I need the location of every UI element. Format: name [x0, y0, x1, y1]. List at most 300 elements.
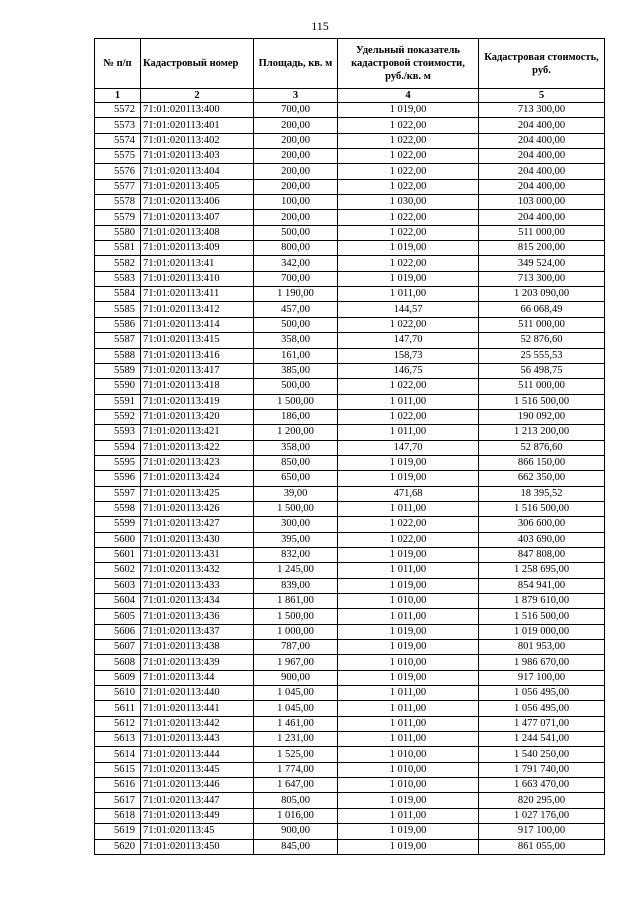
area-cell: 1 861,00	[254, 594, 338, 609]
table-row	[95, 195, 605, 210]
row-number-cell: 5605	[95, 609, 141, 624]
cadastral-number-cell: 71:01:020113:41	[141, 256, 254, 271]
specific-value-cell: 1 011,00	[338, 609, 479, 624]
area-cell: 1 500,00	[254, 609, 338, 624]
cadastral-number-cell: 71:01:020113:422	[141, 440, 254, 455]
specific-value-cell: 1 022,00	[338, 317, 479, 332]
table-row	[95, 732, 605, 747]
cadastral-value-cell: 801 953,00	[479, 640, 605, 655]
cadastral-number-cell: 71:01:020113:431	[141, 547, 254, 562]
row-number-cell: 5592	[95, 409, 141, 424]
area-cell: 358,00	[254, 333, 338, 348]
row-number-cell: 5574	[95, 133, 141, 148]
table-row	[95, 532, 605, 547]
cadastral-number-cell: 71:01:020113:402	[141, 133, 254, 148]
row-number-cell: 5596	[95, 471, 141, 486]
cadastral-number-cell: 71:01:020113:406	[141, 195, 254, 210]
row-number-cell: 5616	[95, 778, 141, 793]
specific-value-cell: 1 019,00	[338, 103, 479, 118]
row-number-cell: 5599	[95, 517, 141, 532]
area-cell: 39,00	[254, 486, 338, 501]
area-cell: 850,00	[254, 455, 338, 470]
row-number-cell: 5604	[95, 594, 141, 609]
specific-value-cell: 1 030,00	[338, 195, 479, 210]
cadastral-value-cell: 103 000,00	[479, 195, 605, 210]
table-row	[95, 640, 605, 655]
row-number-cell: 5586	[95, 317, 141, 332]
row-number-cell: 5585	[95, 302, 141, 317]
row-number-cell: 5597	[95, 486, 141, 501]
cadastral-value-cell: 1 791 740,00	[479, 762, 605, 777]
specific-value-cell: 1 019,00	[338, 670, 479, 685]
table-row	[95, 164, 605, 179]
cadastral-value-cell: 1 986 670,00	[479, 655, 605, 670]
cadastral-number-cell: 71:01:020113:426	[141, 501, 254, 516]
table-row	[95, 578, 605, 593]
specific-value-cell: 1 011,00	[338, 701, 479, 716]
cadastral-value-cell: 861 055,00	[479, 839, 605, 854]
row-number-cell: 5606	[95, 624, 141, 639]
cadastral-number-cell: 71:01:020113:412	[141, 302, 254, 317]
area-cell: 300,00	[254, 517, 338, 532]
table-row	[95, 133, 605, 148]
specific-value-cell: 1 019,00	[338, 624, 479, 639]
cadastral-number-cell: 71:01:020113:410	[141, 271, 254, 286]
cadastral-value-cell: 25 555,53	[479, 348, 605, 363]
cadastral-number-cell: 71:01:020113:438	[141, 640, 254, 655]
cadastral-number-cell: 71:01:020113:437	[141, 624, 254, 639]
cadastral-value-cell: 854 941,00	[479, 578, 605, 593]
table-body	[95, 103, 605, 855]
area-cell: 800,00	[254, 241, 338, 256]
cadastral-value-cell: 349 524,00	[479, 256, 605, 271]
cadastral-number-cell: 71:01:020113:430	[141, 532, 254, 547]
specific-value-cell: 1 019,00	[338, 271, 479, 286]
table-row	[95, 256, 605, 271]
row-number-cell: 5619	[95, 824, 141, 839]
specific-value-cell: 1 019,00	[338, 793, 479, 808]
area-cell: 200,00	[254, 164, 338, 179]
cadastral-value-cell: 511 000,00	[479, 317, 605, 332]
row-number-cell: 5588	[95, 348, 141, 363]
area-cell: 845,00	[254, 839, 338, 854]
cadastral-number-cell: 71:01:020113:439	[141, 655, 254, 670]
specific-value-cell: 1 022,00	[338, 149, 479, 164]
cadastral-number-cell: 71:01:020113:420	[141, 409, 254, 424]
column-index: 1	[95, 89, 141, 103]
row-number-cell: 5601	[95, 547, 141, 562]
table-row	[95, 425, 605, 440]
cadastral-value-cell: 1 019 000,00	[479, 624, 605, 639]
row-number-cell: 5600	[95, 532, 141, 547]
cadastral-value-cell: 1 056 495,00	[479, 701, 605, 716]
row-number-cell: 5589	[95, 363, 141, 378]
cadastral-value-cell: 1 516 500,00	[479, 394, 605, 409]
row-number-cell: 5620	[95, 839, 141, 854]
table-row	[95, 624, 605, 639]
cadastral-number-cell: 71:01:020113:418	[141, 379, 254, 394]
table-row	[95, 241, 605, 256]
row-number-cell: 5595	[95, 455, 141, 470]
specific-value-cell: 1 010,00	[338, 778, 479, 793]
area-cell: 385,00	[254, 363, 338, 378]
table-row	[95, 287, 605, 302]
table-row	[95, 824, 605, 839]
cadastral-value-cell: 815 200,00	[479, 241, 605, 256]
table-row	[95, 701, 605, 716]
table-row	[95, 747, 605, 762]
cadastral-value-cell: 1 516 500,00	[479, 501, 605, 516]
area-cell: 500,00	[254, 379, 338, 394]
specific-value-cell: 1 011,00	[338, 563, 479, 578]
area-cell: 1 525,00	[254, 747, 338, 762]
area-cell: 1 774,00	[254, 762, 338, 777]
area-cell: 1 500,00	[254, 501, 338, 516]
specific-value-cell: 1 010,00	[338, 655, 479, 670]
table-row	[95, 609, 605, 624]
area-cell: 1 967,00	[254, 655, 338, 670]
specific-value-cell: 1 022,00	[338, 179, 479, 194]
table-row	[95, 793, 605, 808]
specific-value-cell: 158,73	[338, 348, 479, 363]
table-row	[95, 440, 605, 455]
cadastral-number-cell: 71:01:020113:404	[141, 164, 254, 179]
specific-value-cell: 1 022,00	[338, 164, 479, 179]
table-row	[95, 149, 605, 164]
cadastral-value-cell: 917 100,00	[479, 670, 605, 685]
cadastral-number-cell: 71:01:020113:432	[141, 563, 254, 578]
row-number-cell: 5573	[95, 118, 141, 133]
row-number-cell: 5579	[95, 210, 141, 225]
area-cell: 395,00	[254, 532, 338, 547]
header-area: Площадь, кв. м	[254, 39, 338, 89]
table-row	[95, 179, 605, 194]
row-number-cell: 5611	[95, 701, 141, 716]
area-cell: 342,00	[254, 256, 338, 271]
cadastral-value-cell: 52 876,60	[479, 440, 605, 455]
specific-value-cell: 1 019,00	[338, 824, 479, 839]
table-row	[95, 517, 605, 532]
specific-value-cell: 1 022,00	[338, 118, 479, 133]
specific-value-cell: 144,57	[338, 302, 479, 317]
area-cell: 650,00	[254, 471, 338, 486]
area-cell: 200,00	[254, 133, 338, 148]
specific-value-cell: 1 010,00	[338, 762, 479, 777]
specific-value-cell: 1 022,00	[338, 133, 479, 148]
cadastral-value-cell: 1 213 200,00	[479, 425, 605, 440]
column-index: 2	[141, 89, 254, 103]
table-row	[95, 471, 605, 486]
cadastral-number-cell: 71:01:020113:450	[141, 839, 254, 854]
cadastral-number-cell: 71:01:020113:411	[141, 287, 254, 302]
cadastral-number-cell: 71:01:020113:44	[141, 670, 254, 685]
area-cell: 1 016,00	[254, 808, 338, 823]
table-header-row	[95, 39, 605, 89]
specific-value-cell: 1 019,00	[338, 241, 479, 256]
cadastral-number-cell: 71:01:020113:419	[141, 394, 254, 409]
cadastral-value-cell: 52 876,60	[479, 333, 605, 348]
area-cell: 100,00	[254, 195, 338, 210]
cadastral-value-cell: 847 808,00	[479, 547, 605, 562]
table-row	[95, 333, 605, 348]
cadastral-value-cell: 866 150,00	[479, 455, 605, 470]
cadastral-value-cell: 713 300,00	[479, 271, 605, 286]
cadastral-number-cell: 71:01:020113:417	[141, 363, 254, 378]
area-cell: 200,00	[254, 149, 338, 164]
cadastral-number-cell: 71:01:020113:424	[141, 471, 254, 486]
cadastral-number-cell: 71:01:020113:414	[141, 317, 254, 332]
row-number-cell: 5603	[95, 578, 141, 593]
cadastral-number-cell: 71:01:020113:421	[141, 425, 254, 440]
row-number-cell: 5602	[95, 563, 141, 578]
page-number: 115	[311, 19, 329, 33]
cadastral-value-cell: 917 100,00	[479, 824, 605, 839]
cadastral-number-cell: 71:01:020113:443	[141, 732, 254, 747]
specific-value-cell: 1 019,00	[338, 839, 479, 854]
table-row	[95, 547, 605, 562]
row-number-cell: 5598	[95, 501, 141, 516]
table-row	[95, 379, 605, 394]
column-index: 3	[254, 89, 338, 103]
row-number-cell: 5594	[95, 440, 141, 455]
area-cell: 1 461,00	[254, 716, 338, 731]
area-cell: 900,00	[254, 670, 338, 685]
cadastral-number-cell: 71:01:020113:449	[141, 808, 254, 823]
specific-value-cell: 1 019,00	[338, 471, 479, 486]
row-number-cell: 5582	[95, 256, 141, 271]
specific-value-cell: 1 011,00	[338, 716, 479, 731]
table-row	[95, 670, 605, 685]
cadastral-number-cell: 71:01:020113:409	[141, 241, 254, 256]
cadastral-number-cell: 71:01:020113:407	[141, 210, 254, 225]
table-row	[95, 271, 605, 286]
cadastral-number-cell: 71:01:020113:408	[141, 225, 254, 240]
area-cell: 457,00	[254, 302, 338, 317]
area-cell: 1 190,00	[254, 287, 338, 302]
cadastral-number-cell: 71:01:020113:405	[141, 179, 254, 194]
cadastral-number-cell: 71:01:020113:45	[141, 824, 254, 839]
cadastral-value-cell: 403 690,00	[479, 532, 605, 547]
cadastral-value-cell: 511 000,00	[479, 379, 605, 394]
area-cell: 787,00	[254, 640, 338, 655]
row-number-cell: 5577	[95, 179, 141, 194]
table-row	[95, 716, 605, 731]
header-row-number: № п/п	[95, 39, 141, 89]
cadastral-value-cell: 1 027 176,00	[479, 808, 605, 823]
cadastral-value-cell: 306 600,00	[479, 517, 605, 532]
area-cell: 1 500,00	[254, 394, 338, 409]
cadastral-number-cell: 71:01:020113:444	[141, 747, 254, 762]
area-cell: 200,00	[254, 118, 338, 133]
table-row	[95, 317, 605, 332]
cadastral-value-cell: 204 400,00	[479, 133, 605, 148]
cadastral-value-cell: 204 400,00	[479, 179, 605, 194]
area-cell: 1 647,00	[254, 778, 338, 793]
specific-value-cell: 1 022,00	[338, 532, 479, 547]
table-row	[95, 778, 605, 793]
cadastral-value-table	[94, 38, 605, 855]
table-row	[95, 348, 605, 363]
cadastral-number-cell: 71:01:020113:416	[141, 348, 254, 363]
row-number-cell: 5610	[95, 686, 141, 701]
specific-value-cell: 1 010,00	[338, 747, 479, 762]
row-number-cell: 5580	[95, 225, 141, 240]
cadastral-value-cell: 204 400,00	[479, 118, 605, 133]
specific-value-cell: 1 019,00	[338, 578, 479, 593]
row-number-cell: 5578	[95, 195, 141, 210]
area-cell: 161,00	[254, 348, 338, 363]
cadastral-number-cell: 71:01:020113:433	[141, 578, 254, 593]
specific-value-cell: 1 019,00	[338, 547, 479, 562]
specific-value-cell: 1 011,00	[338, 808, 479, 823]
table-row	[95, 225, 605, 240]
area-cell: 1 231,00	[254, 732, 338, 747]
cadastral-value-cell: 204 400,00	[479, 164, 605, 179]
row-number-cell: 5609	[95, 670, 141, 685]
row-number-cell: 5614	[95, 747, 141, 762]
cadastral-value-cell: 713 300,00	[479, 103, 605, 118]
cadastral-value-cell: 1 203 090,00	[479, 287, 605, 302]
cadastral-value-cell: 1 244 541,00	[479, 732, 605, 747]
row-number-cell: 5613	[95, 732, 141, 747]
cadastral-number-cell: 71:01:020113:441	[141, 701, 254, 716]
specific-value-cell: 1 011,00	[338, 394, 479, 409]
table-row	[95, 302, 605, 317]
table-row	[95, 210, 605, 225]
header-cadastral-value: Кадастровая стоимость, руб.	[479, 39, 605, 89]
cadastral-value-cell: 820 295,00	[479, 793, 605, 808]
row-number-cell: 5608	[95, 655, 141, 670]
cadastral-number-cell: 71:01:020113:447	[141, 793, 254, 808]
table-row	[95, 686, 605, 701]
cadastral-value-cell: 662 350,00	[479, 471, 605, 486]
cadastral-number-cell: 71:01:020113:427	[141, 517, 254, 532]
specific-value-cell: 147,70	[338, 440, 479, 455]
specific-value-cell: 1 011,00	[338, 501, 479, 516]
specific-value-cell: 1 022,00	[338, 256, 479, 271]
table-row	[95, 594, 605, 609]
cadastral-number-cell: 71:01:020113:425	[141, 486, 254, 501]
cadastral-number-cell: 71:01:020113:415	[141, 333, 254, 348]
specific-value-cell: 1 019,00	[338, 640, 479, 655]
specific-value-cell: 471,68	[338, 486, 479, 501]
column-index: 5	[479, 89, 605, 103]
column-index: 4	[338, 89, 479, 103]
area-cell: 1 200,00	[254, 425, 338, 440]
table-row	[95, 655, 605, 670]
cadastral-value-cell: 1 477 071,00	[479, 716, 605, 731]
row-number-cell: 5612	[95, 716, 141, 731]
cadastral-number-cell: 71:01:020113:445	[141, 762, 254, 777]
specific-value-cell: 1 011,00	[338, 425, 479, 440]
cadastral-value-cell: 1 258 695,00	[479, 563, 605, 578]
table-row	[95, 409, 605, 424]
cadastral-value-cell: 56 498,75	[479, 363, 605, 378]
area-cell: 500,00	[254, 317, 338, 332]
table-row	[95, 839, 605, 854]
cadastral-number-cell: 71:01:020113:400	[141, 103, 254, 118]
specific-value-cell: 147,70	[338, 333, 479, 348]
table-row	[95, 563, 605, 578]
cadastral-value-cell: 1 879 610,00	[479, 594, 605, 609]
cadastral-value-cell: 190 092,00	[479, 409, 605, 424]
table-row	[95, 363, 605, 378]
cadastral-number-cell: 71:01:020113:436	[141, 609, 254, 624]
cadastral-number-cell: 71:01:020113:403	[141, 149, 254, 164]
row-number-cell: 5607	[95, 640, 141, 655]
area-cell: 358,00	[254, 440, 338, 455]
specific-value-cell: 1 022,00	[338, 210, 479, 225]
table-row	[95, 118, 605, 133]
cadastral-value-cell: 1 540 250,00	[479, 747, 605, 762]
cadastral-number-cell: 71:01:020113:434	[141, 594, 254, 609]
row-number-cell: 5618	[95, 808, 141, 823]
header-specific-value: Удельный показатель кадастровой стоимости, руб./кв. м	[338, 39, 479, 89]
area-cell: 805,00	[254, 793, 338, 808]
row-number-cell: 5581	[95, 241, 141, 256]
cadastral-number-cell: 71:01:020113:440	[141, 686, 254, 701]
area-cell: 839,00	[254, 578, 338, 593]
table-row	[95, 455, 605, 470]
specific-value-cell: 1 022,00	[338, 225, 479, 240]
cadastral-number-cell: 71:01:020113:423	[141, 455, 254, 470]
specific-value-cell: 1 022,00	[338, 379, 479, 394]
row-number-cell: 5572	[95, 103, 141, 118]
row-number-cell: 5591	[95, 394, 141, 409]
header-cadastral-number: Кадастровый номер	[141, 39, 254, 89]
table-row	[95, 486, 605, 501]
area-cell: 900,00	[254, 824, 338, 839]
row-number-cell: 5584	[95, 287, 141, 302]
row-number-cell: 5587	[95, 333, 141, 348]
cadastral-value-cell: 1 056 495,00	[479, 686, 605, 701]
row-number-cell: 5575	[95, 149, 141, 164]
specific-value-cell: 146,75	[338, 363, 479, 378]
table-row	[95, 762, 605, 777]
area-cell: 500,00	[254, 225, 338, 240]
cadastral-number-cell: 71:01:020113:446	[141, 778, 254, 793]
area-cell: 1 045,00	[254, 701, 338, 716]
cadastral-value-cell: 1 516 500,00	[479, 609, 605, 624]
specific-value-cell: 1 011,00	[338, 287, 479, 302]
cadastral-value-cell: 204 400,00	[479, 149, 605, 164]
row-number-cell: 5617	[95, 793, 141, 808]
area-cell: 1 045,00	[254, 686, 338, 701]
cadastral-value-cell: 511 000,00	[479, 225, 605, 240]
area-cell: 200,00	[254, 210, 338, 225]
table-row	[95, 394, 605, 409]
cadastral-value-cell: 1 663 470,00	[479, 778, 605, 793]
specific-value-cell: 1 011,00	[338, 732, 479, 747]
table-row	[95, 103, 605, 118]
table-row	[95, 501, 605, 516]
specific-value-cell: 1 022,00	[338, 517, 479, 532]
area-cell: 1 245,00	[254, 563, 338, 578]
cadastral-value-cell: 18 395,52	[479, 486, 605, 501]
row-number-cell: 5615	[95, 762, 141, 777]
cadastral-number-cell: 71:01:020113:401	[141, 118, 254, 133]
cadastral-value-cell: 204 400,00	[479, 210, 605, 225]
area-cell: 700,00	[254, 103, 338, 118]
cadastral-value-cell: 66 068,49	[479, 302, 605, 317]
specific-value-cell: 1 010,00	[338, 594, 479, 609]
specific-value-cell: 1 019,00	[338, 455, 479, 470]
table-row	[95, 808, 605, 823]
area-cell: 832,00	[254, 547, 338, 562]
row-number-cell: 5590	[95, 379, 141, 394]
column-index-row	[95, 89, 605, 103]
area-cell: 1 000,00	[254, 624, 338, 639]
